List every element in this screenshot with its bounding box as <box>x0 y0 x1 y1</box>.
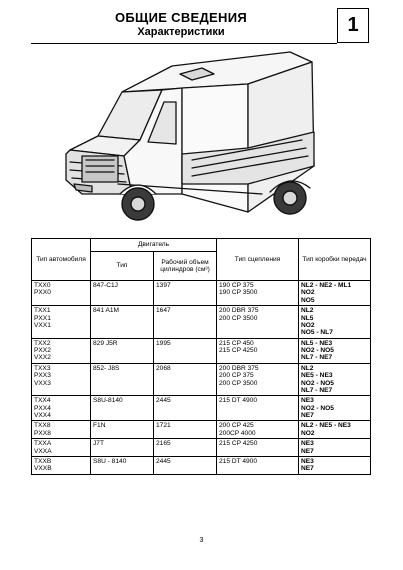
cell-clutch-type: 215 DT 4900 <box>217 396 299 421</box>
cell-displacement: 2445 <box>154 456 217 474</box>
chapter-number-badge: 1 <box>337 8 369 43</box>
cell-clutch-type: 200 DBR 375 200 CP 375 200 CP 3500 <box>217 363 299 396</box>
cell-engine-type: F1N <box>91 421 154 439</box>
cell-engine-type: 829 J5R <box>91 338 154 363</box>
table-row <box>32 456 371 474</box>
table-row <box>32 281 371 306</box>
cell-gearbox-type: NE3 NE7 <box>299 456 371 474</box>
cell-vehicle-models: TXX0 PXX0 <box>32 281 91 306</box>
cell-vehicle-models: TXX2 PXX2 VXX2 <box>32 338 91 363</box>
cell-clutch-type: 200 DBR 375 200 CP 3500 <box>217 306 299 339</box>
cell-gearbox-type: NL2 NL5 NO2 NO5 - NL7 <box>299 306 371 339</box>
cell-gearbox-type: NL2 - NE5 - NE3 NO2 <box>299 421 371 439</box>
table-row <box>32 363 371 396</box>
table-row <box>32 439 371 457</box>
column-header-vehicle-type: Тип автомобиля <box>32 239 91 281</box>
cell-displacement: 1995 <box>154 338 217 363</box>
column-header-displacement: Рабочий объем цилиндров (см³) <box>154 252 217 281</box>
column-header-engine-type: Тип <box>91 252 154 281</box>
column-header-gearbox-type: Тип коробки передач <box>299 239 371 281</box>
column-header-clutch-type: Тип сцепления <box>217 239 299 281</box>
column-header-engine: Двигатель <box>91 239 217 252</box>
page-header <box>31 8 369 44</box>
specifications-table <box>31 238 371 475</box>
cell-engine-type: J7T <box>91 439 154 457</box>
cell-engine-type: 841 A1M <box>91 306 154 339</box>
cell-vehicle-models: TXX1 PXX1 VXX1 <box>32 306 91 339</box>
cell-clutch-type: 215 CP 4250 <box>217 439 299 457</box>
cell-displacement: 1397 <box>154 281 217 306</box>
cell-gearbox-type: NE3 NO2 - NO5 NE7 <box>299 396 371 421</box>
cell-vehicle-models: TXX3 PXX3 VXX3 <box>32 363 91 396</box>
page-subtitle: Характеристики <box>137 26 225 38</box>
cell-gearbox-type: NL5 - NE3 NO2 - NO5 NL7 - NE7 <box>299 338 371 363</box>
page-title: ОБЩИЕ СВЕДЕНИЯ <box>115 10 247 25</box>
cell-gearbox-type: NE3 NE7 <box>299 439 371 457</box>
page-number: 3 <box>199 537 204 544</box>
cell-vehicle-models: TXXB VXXB <box>32 456 91 474</box>
cell-vehicle-models: TXX4 PXX4 VXX4 <box>32 396 91 421</box>
cell-clutch-type: 190 CP 375 190 CP 3500 <box>217 281 299 306</box>
cell-clutch-type: 200 CP 425 200CP 4000 <box>217 421 299 439</box>
cell-clutch-type: 215 DT 4900 <box>217 456 299 474</box>
table-row <box>32 338 371 363</box>
table-row <box>32 396 371 421</box>
cell-engine-type: S8U-8140 <box>91 396 154 421</box>
cell-engine-type: 852- J8S <box>91 363 154 396</box>
cell-displacement: 1721 <box>154 421 217 439</box>
cell-engine-type: 847-C1J <box>91 281 154 306</box>
cell-displacement: 2068 <box>154 363 217 396</box>
cell-clutch-type: 215 CP 450 215 CP 4250 <box>217 338 299 363</box>
table-row <box>32 306 371 339</box>
cell-vehicle-models: TXX8 PXX8 <box>32 421 91 439</box>
van-cutaway-illustration <box>52 44 352 230</box>
cell-displacement: 1647 <box>154 306 217 339</box>
cell-displacement: 2445 <box>154 396 217 421</box>
cell-displacement: 2165 <box>154 439 217 457</box>
cell-gearbox-type: NL2 NE5 - NE3 NO2 - NO5 NL7 - NE7 <box>299 363 371 396</box>
cell-vehicle-models: TXXA VXXA <box>32 439 91 457</box>
cell-engine-type: S8U - 8140 <box>91 456 154 474</box>
table-row <box>32 421 371 439</box>
cell-gearbox-type: NL2 - NE2 - ML1 NO2 NO5 <box>299 281 371 306</box>
